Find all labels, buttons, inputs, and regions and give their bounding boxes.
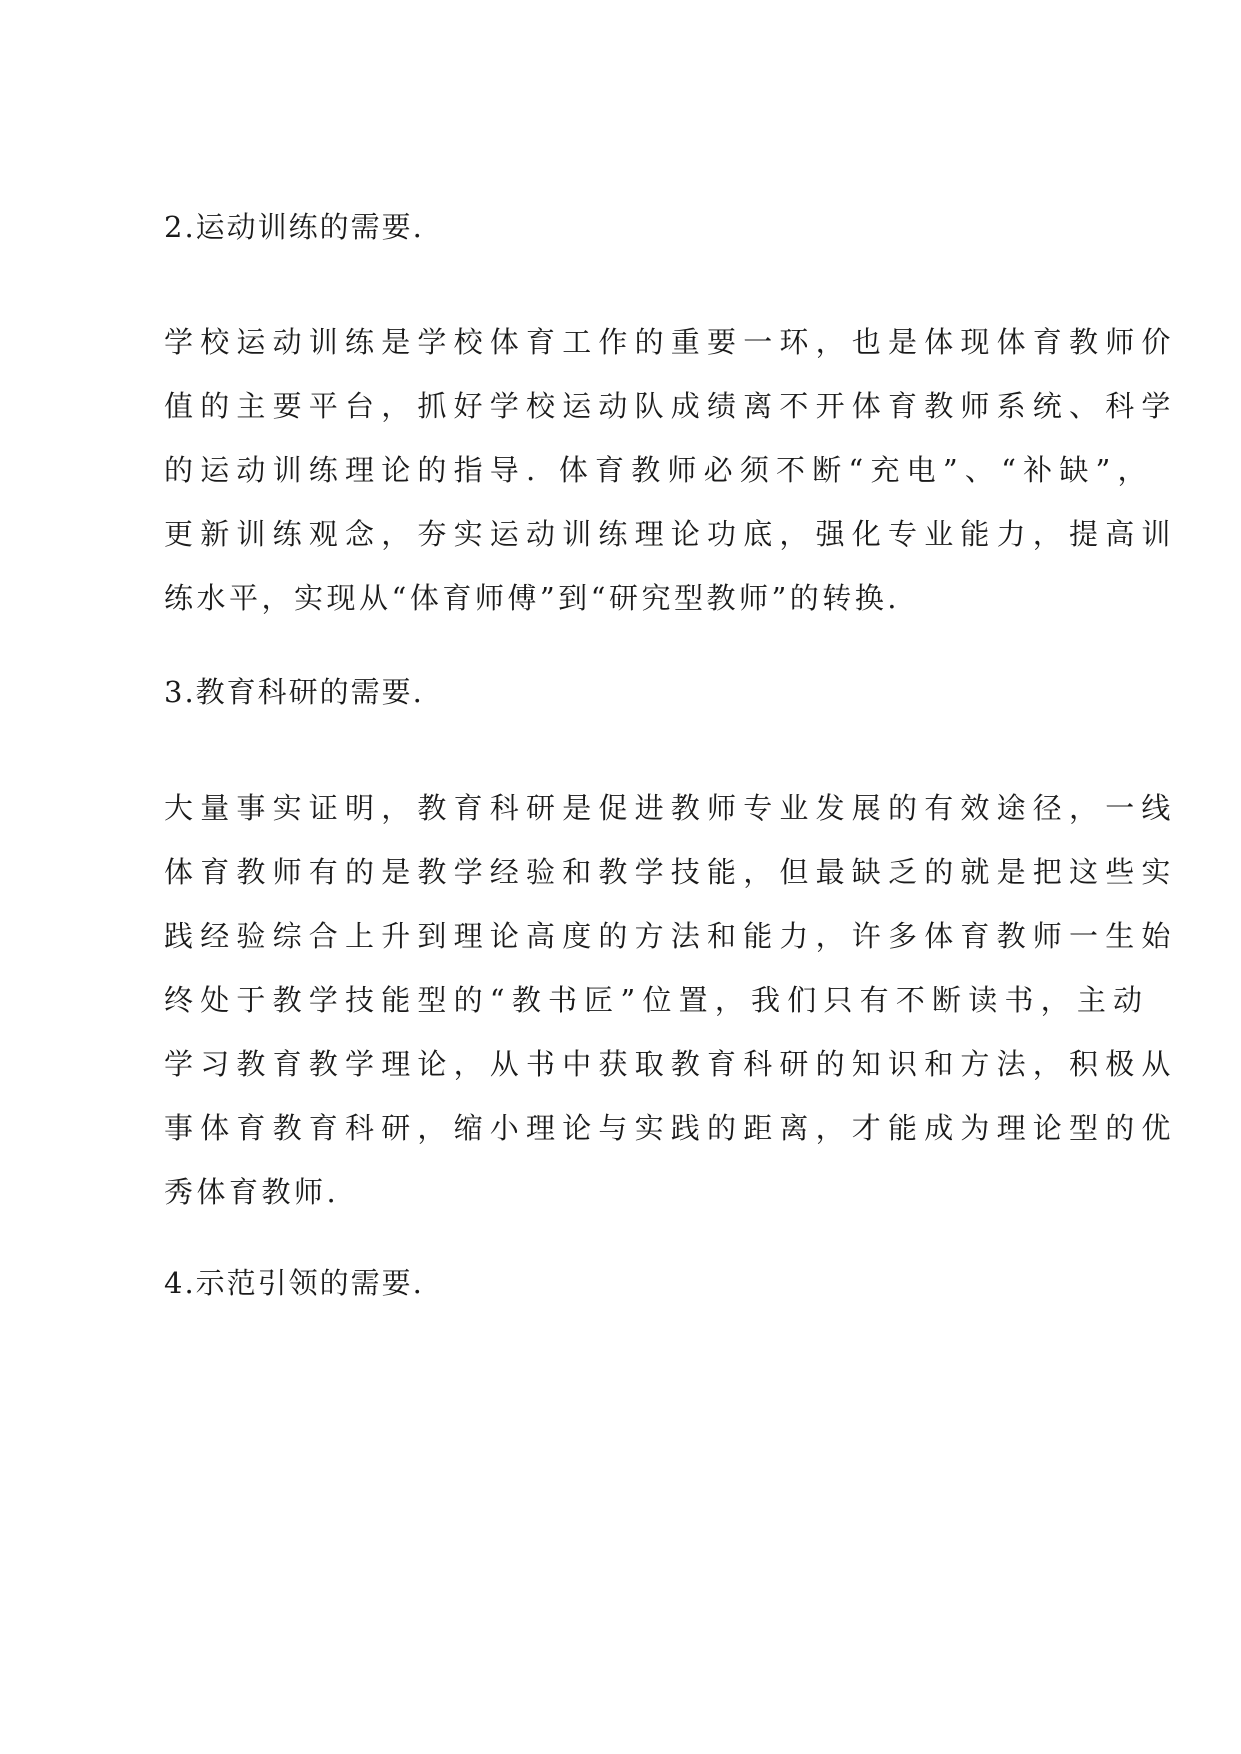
paragraph-line: 大量事实证明，教育科研是促进教师专业发展的有效途径，一线 [164,791,1178,825]
section-heading-2: 2.运动训练的需要. [164,210,424,244]
paragraph-line: 的运动训练理论的指导. 体育教师必须不断“充电”、“补缺”， [164,453,1154,487]
paragraph-line: 体育教师有的是教学经验和教学技能，但最缺乏的就是把这些实 [164,855,1178,889]
paragraph-line: 学校运动训练是学校体育工作的重要一环，也是体现体育教师价 [164,325,1178,359]
paragraph-research [164,776,1178,1224]
paragraph-line: 练水平，实现从“体育师傅”到“研究型教师”的转换. [164,581,901,615]
paragraph-line: 学习教育教学理论，从书中获取教育科研的知识和方法，积极从 [164,1047,1178,1081]
paragraph-line: 终处于教学技能型的“教书匠”位置，我们只有不断读书，主动 [164,983,1150,1017]
paragraph-line: 事体育教育科研，缩小理论与实践的距离，才能成为理论型的优 [164,1111,1178,1145]
paragraph-line: 秀体育教师. [164,1175,340,1209]
paragraph-line: 践经验综合上升到理论高度的方法和能力，许多体育教师一生始 [164,919,1178,953]
paragraph-line: 更新训练观念，夯实运动训练理论功底，强化专业能力，提高训 [164,517,1178,551]
paragraph-training [164,310,1178,630]
section-heading-3: 3.教育科研的需要. [164,675,424,709]
section-heading-4: 4.示范引领的需要. [164,1266,424,1300]
paragraph-line: 值的主要平台，抓好学校运动队成绩离不开体育教师系统、科学 [164,389,1178,423]
